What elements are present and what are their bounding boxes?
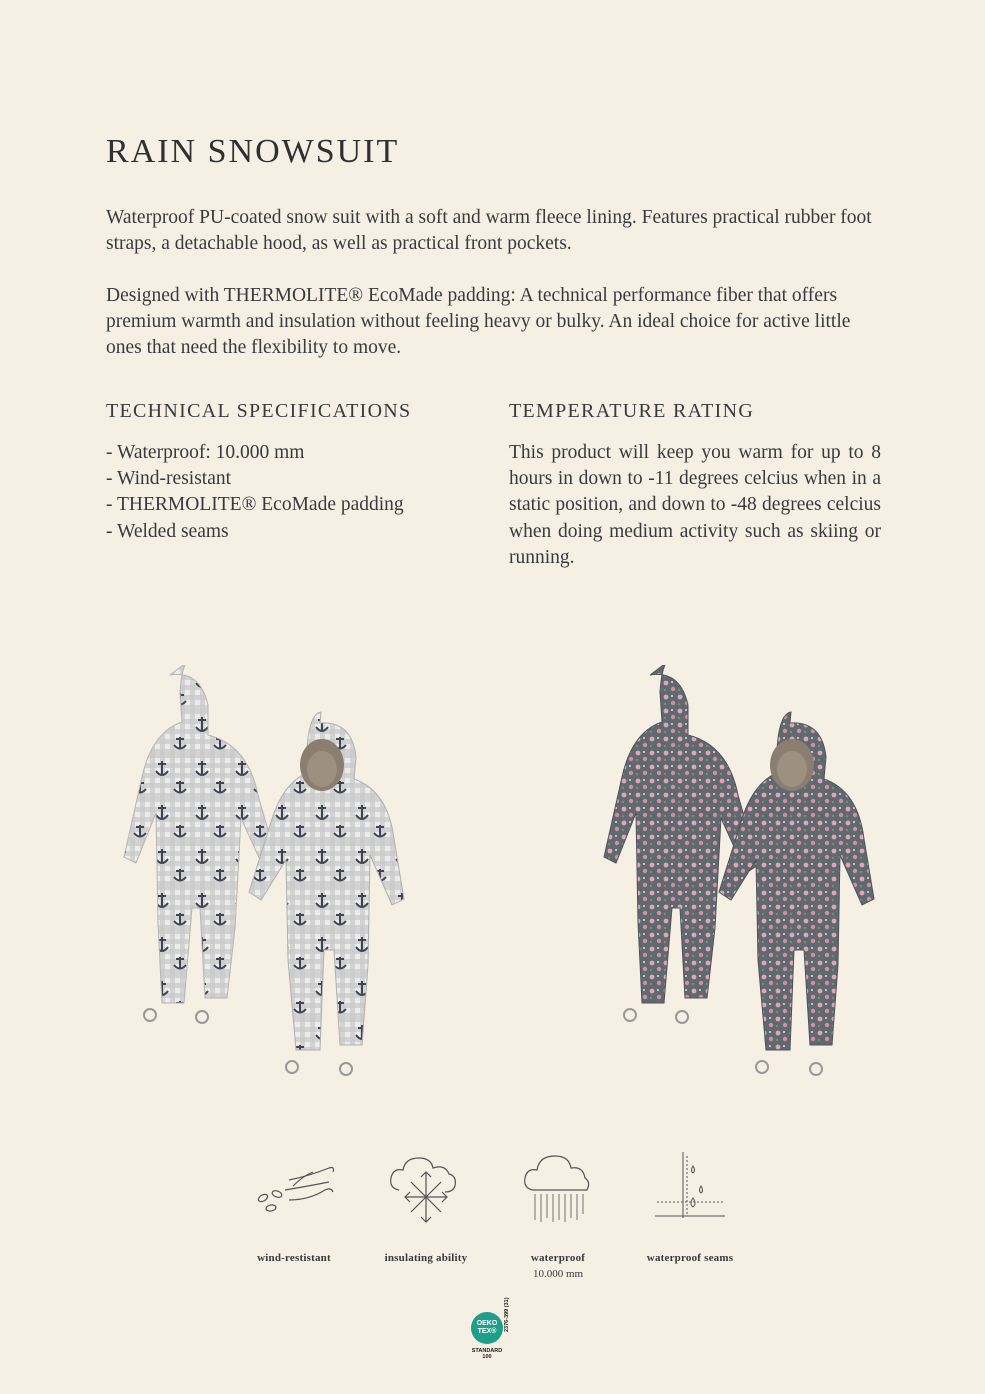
oeko-tex-badge	[471, 1312, 503, 1344]
description-paragraph-2: Designed with THERMOLITE® EcoMade padding: A technical performance fiber that offers premium warmth and insulation without feeling heavy or bulky. An ideal choice for active little ones that need the flexibility to move.	[106, 285, 851, 358]
feature-label: insulating ability	[384, 1252, 468, 1264]
feature-label: waterproof seams	[646, 1252, 734, 1264]
feature-insulating	[356, 1150, 496, 1264]
oeko-tex-logo	[466, 1297, 526, 1365]
description-paragraph-1: Waterproof PU-coated snow suit with a soft and warm fleece lining. Features practical rubber foot straps, a detachable hood, as well as practical front pockets.	[106, 207, 872, 254]
oeko-standard	[466, 1348, 508, 1360]
temperature-heading: TEMPERATURE RATING	[509, 400, 755, 422]
spec-item: - Waterproof: 10.000 mm	[106, 442, 305, 463]
seam-drops-icon	[645, 1150, 735, 1230]
floral-snowsuit-image	[550, 665, 910, 1095]
specs-list	[106, 440, 404, 545]
badge-line-1: OEKO	[476, 1320, 498, 1327]
feature-label: waterproof	[530, 1252, 586, 1264]
feature-wind-resistant	[224, 1150, 364, 1264]
feature-waterproof	[488, 1150, 628, 1280]
snowflake-cloud-icon	[381, 1150, 471, 1230]
wind-icon	[249, 1150, 339, 1230]
feature-sublabel: 10.000 mm	[532, 1268, 584, 1280]
feature-waterproof-seams	[620, 1150, 760, 1264]
rain-cloud-icon	[513, 1150, 603, 1230]
spec-item: - THERMOLITE® EcoMade padding	[106, 494, 404, 516]
spec-item: - Wind-resistant	[106, 468, 232, 490]
feature-label: wind-restistant	[257, 1252, 331, 1264]
specs-heading: TECHNICAL SPECIFICATIONS	[106, 400, 412, 422]
temperature-text: This product will keep you warm for up to 8 hours in down to -11 degrees celcius when in a static position, and down to -48 degrees celcius when doing medium activity such as skiing or running.	[509, 442, 881, 568]
spec-item: - Welded seams	[106, 520, 229, 542]
badge-line-2: TEX®	[477, 1328, 497, 1335]
standard-line-2: 100	[482, 1354, 492, 1360]
page-title: RAIN SNOWSUIT	[106, 132, 400, 170]
anchor-gingham-snowsuit-image	[70, 665, 430, 1095]
certificate-number: 2376-399 (31)	[504, 1297, 510, 1332]
standard-line-1: STANDARD	[471, 1348, 503, 1354]
